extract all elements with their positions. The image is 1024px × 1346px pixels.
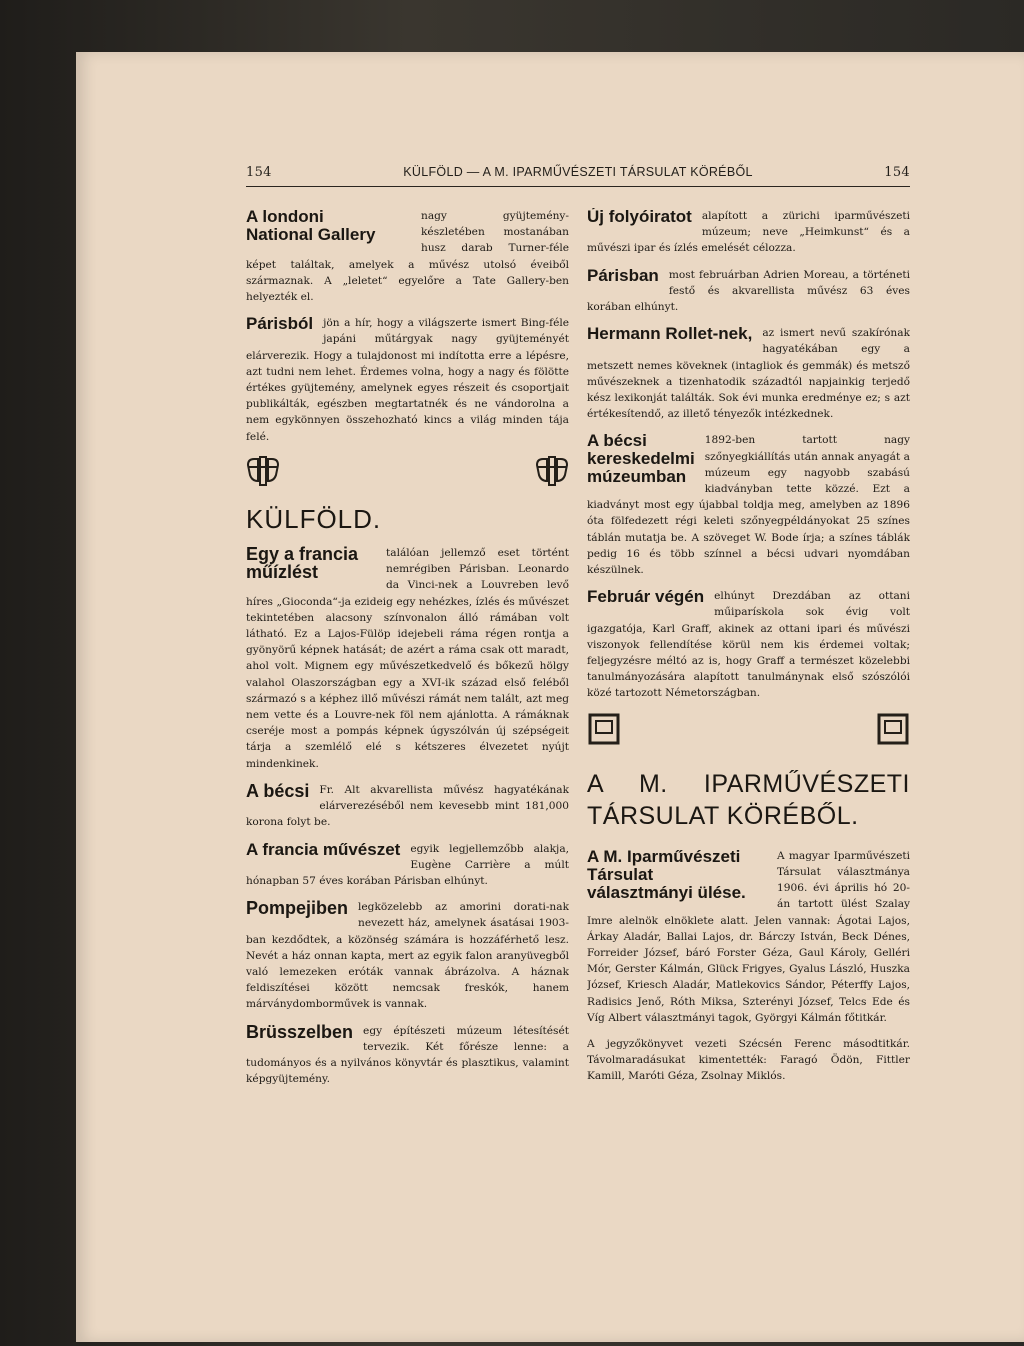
- page-number-right: 154: [884, 165, 910, 180]
- article-becsi-muzeum: [587, 432, 910, 578]
- article-heading: [587, 208, 692, 226]
- article-text: egy építészeti múzeum létesítését tervezik. Két főrésze lenne: a tudományos és a nyilvános könyvtár és plasztikus, valamint képgyüjtemény.: [246, 1024, 569, 1086]
- article-text: Fr. Alt akvarellista művész hagyatékának elárverezéséből nem kevesebb mint 181,000 korona folyt be.: [246, 783, 569, 829]
- article-jegyzokonyv: [587, 1036, 910, 1085]
- article-heading: [587, 325, 752, 343]
- article-heading: [587, 432, 695, 486]
- right-column: [587, 208, 910, 1095]
- article-heading: [246, 208, 411, 244]
- article-heading: [246, 782, 309, 800]
- header-rule: [246, 186, 910, 187]
- ornament-row: [587, 712, 910, 756]
- article-rollet: [587, 325, 910, 422]
- ornament-row: [246, 455, 569, 499]
- article-heading: [246, 545, 376, 581]
- article-text: elhúnyt Drezdában az ottani műiparískola sok évig volt igazgatója, Karl Graff, akinek az ottani ipari és művészi viszonyok fellendítése körül nem kis érdemei voltak; feljegyzésre méltó az is, hogy Graff a természet közelebbi tanulmányozására alapított tanulmánynak első szószólói közé tartozott Németországban.: [587, 590, 910, 700]
- article-text: jön a hír, hogy a világszerte ismert Bing-féle japáni műtárgyak nagy gyüjteményét elárverezik. Hogy a tulajdonost mi indította erre a lépésre, azt tudni nem lehet. Érdemes volna, hogy a nagy és fölötte értékes gyüjtemény, amelynek egyes részeit és csoportjait publikálták, egészben megtartatnék és ne vándorolna a nem egykönnyen összehozható kincs a világ minden tája felé.: [246, 317, 569, 443]
- article-heading: [246, 841, 400, 859]
- article-text: A magyar Iparművészeti Társulat választmánya 1906. évi április hó 20-án tartott ülést Szalay Imre alelnök elnöklete alatt. Jelen vannak: Ágotai Lajos, Árkay Aladár, Ballai Lajos, dr. Bárczy István, Beck Dénes, Forreider József, báró Forster Géza, Gaul Károly, Gelléri Mór, Gerster Kálmán, Glück Frigyes, Gyalus László, Huszka József, Kriesch Aladár, Matlekovics Sándor, Péterffy Lajos, Radisics Jenő, Róth Miksa, Szterényi József, Telcs Ede és Víg Albert választmányi tagok, Györgyi Kálmán főtitkár.: [587, 849, 910, 1024]
- article-text: legközelebb az amorini dorati-nak nevezett ház, amelynek ásatásai 1903-ban kezdődtek, a közönség számára is hozzáférhető lesz. Nevét a ház onnan kapta, mert az egyik falon aranyüvegből való lemezeken eróták vannak ábrázolva. A háznak feldiszítései között nemcsak freskók, hanem márványdomborművek is vannak.: [246, 901, 569, 1011]
- heading-line: A londoni: [246, 208, 324, 226]
- article-parisban: [587, 267, 910, 316]
- article-text: A jegyzőkönyvet vezeti Szécsén Ferenc másodtitkár. Távolmaradásukat kimentették: Faragó Ödön, Fittler Kamill, Maróti Géza, Zsolnay Miklós.: [587, 1037, 910, 1083]
- article-london: [246, 208, 569, 305]
- heading-line: Új folyóiratot: [587, 208, 692, 226]
- heading-line: Párisból: [246, 315, 314, 334]
- heading-line: múzeumban: [587, 467, 687, 487]
- heading-line: A M. Iparművészeti: [587, 847, 741, 866]
- article-paris: [246, 315, 569, 445]
- heading-line: Egy a francia: [246, 545, 359, 565]
- heading-line: műízlést: [246, 562, 319, 583]
- left-column: [246, 208, 569, 1097]
- heading-line: Pompejiben: [246, 899, 349, 919]
- heading-line: Társulat: [587, 864, 654, 884]
- article-text: egyik legjellemzőbb alakja, Eugène Carrière a múlt hónapban 57 éves korában Párisban elhúnyt.: [246, 842, 569, 887]
- article-heading: [587, 267, 659, 285]
- article-francia-muizles: [246, 545, 569, 772]
- heading-line: választmányi ülése.: [587, 882, 746, 902]
- article-heading: [246, 315, 313, 333]
- article-heading: [246, 899, 348, 917]
- heading-line: Brüsszelben: [246, 1022, 354, 1042]
- article-text: alapított a zürichi iparművészeti múzeum; neve „Heimkunst“ és a művészi ipar és ízlés emelését célozza.: [587, 210, 910, 255]
- article-text: nagy gyüjtemény-készletében mostanában husz darab Turner-féle képet találtak, amelyek a művész utolsó éveiből származnak. A „leletet“ egyelőre a Tate Gallery-ben helyezték el.: [246, 210, 569, 304]
- article-valasztmanyi-ules: [587, 848, 910, 1026]
- running-header: [246, 165, 910, 187]
- article-heading: [587, 588, 704, 606]
- section-title-kulfold: KÜLFÖLD.: [246, 503, 382, 534]
- ornament-icon: [246, 455, 280, 489]
- article-februar: [587, 588, 910, 701]
- section-title-tarsulat: A M. IPARMŰVÉSZETI TÁRSULAT KÖRÉBŐL.: [587, 769, 910, 830]
- article-heading: [587, 848, 767, 902]
- article-francia-muveszet: [246, 841, 569, 890]
- heading-line: A francia művészet: [246, 840, 401, 859]
- heading-line: Hermann Rollet-nek,: [587, 325, 753, 344]
- article-becsi: [246, 782, 569, 831]
- heading-line: Február végén: [587, 588, 705, 607]
- article-text: most februárban Adrien Moreau, a történeti festő és akvarellista művész 63 éves korában elhúnyt.: [587, 268, 910, 314]
- article-text: 1892-ben tartott nagy szőnyegkiállítás után annak anyagát a múzeum egy nagyobb szabású kiadványban tette közzé. Ezt a kiadványt most egy újabbal toldja meg, amelyben az 1896 óta fölfedezett régi keleti szőnyegpéldányokat 25 színes táblán mutatja be. A szöveget W. Bode írja; a színes táblák pedig 16 és több színnel a bécsi udvari nyomdában készülnek.: [587, 434, 910, 577]
- article-folyoirat: [587, 208, 910, 257]
- heading-line: kereskedelmi: [587, 449, 695, 469]
- page-number-left: 154: [246, 165, 272, 180]
- heading-line: A bécsi: [246, 781, 310, 801]
- heading-line: National Gallery: [246, 225, 376, 244]
- heading-line: A bécsi: [587, 432, 647, 451]
- article-pompeji: [246, 899, 569, 1012]
- article-text: találóan jellemző eset történt nemrégiben Párisban. Leonardo da Vinci-nek a Louvreben levő híres „Gioconda“-ja ezideig egy nehézkes, ízlés és művészet tekintetében alacsony színvonalon álló rámában volt látható. Ez a Lajos-Fülöp idejebeli ráma régen rontja a gyönyörű képnek hatását; de azért a ráma csak ott maradt, ahol volt. Mignem egy művészetkedvelő és bőkezű hölgy valahol Olaszországban egy a XVI-ik század első feléből származó s a képhez illő művészi rámát nem talált, azt meg nem vette és a Louvre-nek föl nem ajánlotta. A rámáknak cseréje most a pompás képnek úgyszólván új szépségeit tárja a szemlélő elé s kétszeres élvezetet nyújt mindenkinek.: [246, 547, 569, 770]
- heading-line: Párisban: [587, 266, 659, 285]
- article-text: az ismert nevű szakírónak hagyatékában egy a metszett nemes köveknek (intagliok és gemmák) és metsző művészeknek a tizenhatodik századtól napjainkig terjedő kész lexikonját találták. Sok évi munka eredménye ez; s azt értékesítendő, az illető tényezők intézkednek.: [587, 327, 910, 421]
- frame-ornament-icon: [876, 712, 910, 746]
- running-title: KÜLFÖLD — A M. IPARMŰVÉSZETI TÁRSULAT KÖRÉBŐL: [403, 165, 753, 179]
- ornament-icon: [535, 455, 569, 489]
- frame-ornament-icon: [587, 712, 621, 746]
- article-brusszel: [246, 1023, 569, 1088]
- article-heading: [246, 1023, 353, 1041]
